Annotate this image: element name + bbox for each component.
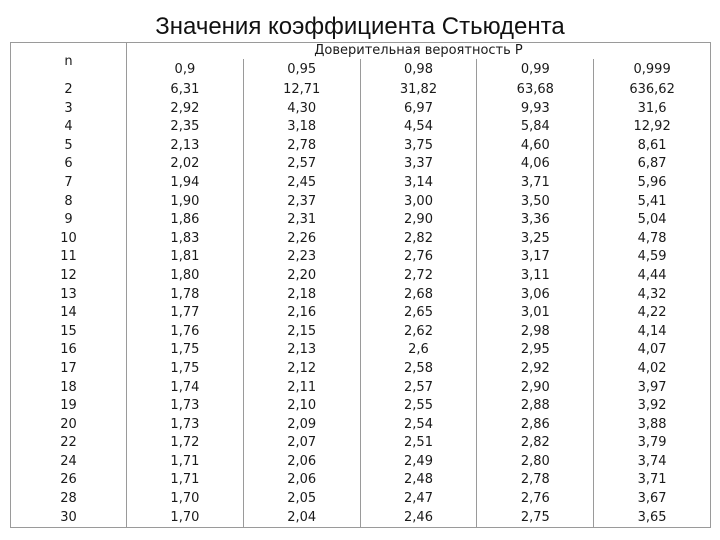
n-cell: 20 bbox=[11, 416, 127, 435]
table-row bbox=[11, 118, 711, 137]
coefficient-cell: 2,18 bbox=[243, 286, 360, 305]
coefficient-cell: 2,95 bbox=[477, 341, 594, 360]
table-row bbox=[11, 267, 711, 286]
n-cell: 19 bbox=[11, 397, 127, 416]
coefficient-cell: 1,86 bbox=[127, 211, 244, 230]
table-row bbox=[11, 100, 711, 119]
table-row bbox=[11, 81, 711, 100]
coefficient-cell: 2,90 bbox=[360, 211, 477, 230]
probability-header-cell: 0,98 bbox=[360, 59, 477, 81]
table-row bbox=[11, 211, 711, 230]
coefficient-cell: 1,77 bbox=[127, 304, 244, 323]
coefficient-cell: 3,14 bbox=[360, 174, 477, 193]
coefficient-cell: 3,36 bbox=[477, 211, 594, 230]
coefficient-cell: 2,55 bbox=[360, 397, 477, 416]
coefficient-cell: 2,58 bbox=[360, 360, 477, 379]
coefficient-cell: 2,12 bbox=[243, 360, 360, 379]
table-row bbox=[11, 155, 711, 174]
n-cell: 8 bbox=[11, 193, 127, 212]
coefficient-cell: 2,20 bbox=[243, 267, 360, 286]
coefficient-cell: 63,68 bbox=[477, 81, 594, 100]
coefficient-cell: 2,48 bbox=[360, 471, 477, 490]
coefficient-cell: 1,73 bbox=[127, 416, 244, 435]
coefficient-cell: 2,51 bbox=[360, 434, 477, 453]
coefficient-cell: 2,78 bbox=[243, 137, 360, 156]
table-row bbox=[11, 304, 711, 323]
coefficient-cell: 3,17 bbox=[477, 248, 594, 267]
coefficient-cell: 2,46 bbox=[360, 509, 477, 528]
coefficient-cell: 1,83 bbox=[127, 230, 244, 249]
coefficient-cell: 3,97 bbox=[594, 379, 711, 398]
n-cell: 18 bbox=[11, 379, 127, 398]
coefficient-cell: 1,73 bbox=[127, 397, 244, 416]
coefficient-cell: 2,86 bbox=[477, 416, 594, 435]
coefficient-cell: 2,13 bbox=[243, 341, 360, 360]
n-cell: 6 bbox=[11, 155, 127, 174]
coefficient-cell: 2,31 bbox=[243, 211, 360, 230]
table-row bbox=[11, 397, 711, 416]
coefficient-cell: 8,61 bbox=[594, 137, 711, 156]
coefficient-cell: 2,35 bbox=[127, 118, 244, 137]
coefficient-cell: 2,05 bbox=[243, 490, 360, 509]
table-row bbox=[11, 137, 711, 156]
coefficient-cell: 31,6 bbox=[594, 100, 711, 119]
probability-header: Доверительная вероятность P bbox=[127, 43, 711, 60]
coefficient-cell: 12,71 bbox=[243, 81, 360, 100]
coefficient-cell: 2,88 bbox=[477, 397, 594, 416]
coefficient-cell: 2,68 bbox=[360, 286, 477, 305]
coefficient-cell: 2,57 bbox=[243, 155, 360, 174]
coefficient-cell: 2,62 bbox=[360, 323, 477, 342]
coefficient-cell: 3,11 bbox=[477, 267, 594, 286]
n-cell: 2 bbox=[11, 81, 127, 100]
coefficient-cell: 2,49 bbox=[360, 453, 477, 472]
coefficient-cell: 4,06 bbox=[477, 155, 594, 174]
coefficient-cell: 31,82 bbox=[360, 81, 477, 100]
table-row bbox=[11, 360, 711, 379]
table-row bbox=[11, 174, 711, 193]
table-row bbox=[11, 286, 711, 305]
coefficient-cell: 2,80 bbox=[477, 453, 594, 472]
n-cell: 17 bbox=[11, 360, 127, 379]
coefficient-cell: 2,78 bbox=[477, 471, 594, 490]
coefficient-cell: 2,47 bbox=[360, 490, 477, 509]
table-row bbox=[11, 471, 711, 490]
n-cell: 14 bbox=[11, 304, 127, 323]
coefficient-cell: 2,90 bbox=[477, 379, 594, 398]
table-row bbox=[11, 434, 711, 453]
coefficient-cell: 2,75 bbox=[477, 509, 594, 528]
coefficient-cell: 3,00 bbox=[360, 193, 477, 212]
table-row bbox=[11, 379, 711, 398]
coefficient-cell: 5,84 bbox=[477, 118, 594, 137]
coefficient-cell: 3,79 bbox=[594, 434, 711, 453]
probability-header-cell: 0,9 bbox=[127, 59, 244, 81]
n-cell: 26 bbox=[11, 471, 127, 490]
coefficient-cell: 2,54 bbox=[360, 416, 477, 435]
student-coefficient-table bbox=[10, 42, 711, 528]
n-cell: 4 bbox=[11, 118, 127, 137]
coefficient-cell: 2,13 bbox=[127, 137, 244, 156]
coefficient-cell: 1,74 bbox=[127, 379, 244, 398]
coefficient-cell: 2,10 bbox=[243, 397, 360, 416]
table-row bbox=[11, 230, 711, 249]
coefficient-cell: 2,23 bbox=[243, 248, 360, 267]
coefficient-cell: 2,57 bbox=[360, 379, 477, 398]
coefficient-cell: 2,09 bbox=[243, 416, 360, 435]
coefficient-cell: 6,97 bbox=[360, 100, 477, 119]
coefficient-cell: 2,15 bbox=[243, 323, 360, 342]
coefficient-cell: 636,62 bbox=[594, 81, 711, 100]
coefficient-cell: 4,30 bbox=[243, 100, 360, 119]
coefficient-cell: 3,67 bbox=[594, 490, 711, 509]
coefficient-cell: 1,76 bbox=[127, 323, 244, 342]
n-cell: 5 bbox=[11, 137, 127, 156]
n-cell: 13 bbox=[11, 286, 127, 305]
coefficient-cell: 2,02 bbox=[127, 155, 244, 174]
coefficient-cell: 4,60 bbox=[477, 137, 594, 156]
coefficient-cell: 5,96 bbox=[594, 174, 711, 193]
table-row bbox=[11, 509, 711, 528]
n-column-header: n bbox=[11, 43, 127, 82]
coefficient-cell: 2,98 bbox=[477, 323, 594, 342]
coefficient-cell: 5,41 bbox=[594, 193, 711, 212]
coefficient-cell: 3,25 bbox=[477, 230, 594, 249]
coefficient-cell: 4,14 bbox=[594, 323, 711, 342]
coefficient-cell: 4,32 bbox=[594, 286, 711, 305]
table-row bbox=[11, 490, 711, 509]
coefficient-cell: 2,82 bbox=[477, 434, 594, 453]
coefficient-cell: 1,90 bbox=[127, 193, 244, 212]
coefficient-cell: 2,82 bbox=[360, 230, 477, 249]
page-title: Значения коэффициента Стьюдента bbox=[155, 13, 565, 40]
coefficient-cell: 3,71 bbox=[477, 174, 594, 193]
coefficient-cell: 4,78 bbox=[594, 230, 711, 249]
coefficient-cell: 1,78 bbox=[127, 286, 244, 305]
n-cell: 28 bbox=[11, 490, 127, 509]
coefficient-cell: 3,65 bbox=[594, 509, 711, 528]
n-cell: 12 bbox=[11, 267, 127, 286]
n-cell: 3 bbox=[11, 100, 127, 119]
coefficient-cell: 2,11 bbox=[243, 379, 360, 398]
coefficient-cell: 1,81 bbox=[127, 248, 244, 267]
n-cell: 9 bbox=[11, 211, 127, 230]
coefficient-cell: 2,76 bbox=[477, 490, 594, 509]
coefficient-cell: 4,22 bbox=[594, 304, 711, 323]
coefficient-cell: 1,71 bbox=[127, 471, 244, 490]
coefficient-cell: 3,06 bbox=[477, 286, 594, 305]
coefficient-cell: 1,71 bbox=[127, 453, 244, 472]
coefficient-cell: 2,37 bbox=[243, 193, 360, 212]
table-row bbox=[11, 453, 711, 472]
coefficient-cell: 3,37 bbox=[360, 155, 477, 174]
n-cell: 22 bbox=[11, 434, 127, 453]
n-cell: 10 bbox=[11, 230, 127, 249]
coefficient-cell: 6,87 bbox=[594, 155, 711, 174]
n-cell: 16 bbox=[11, 341, 127, 360]
coefficient-cell: 2,06 bbox=[243, 471, 360, 490]
coefficient-cell: 2,76 bbox=[360, 248, 477, 267]
coefficient-cell: 3,92 bbox=[594, 397, 711, 416]
coefficient-cell: 3,88 bbox=[594, 416, 711, 435]
probability-header-cell: 0,999 bbox=[594, 59, 711, 81]
n-cell: 7 bbox=[11, 174, 127, 193]
table-row bbox=[11, 193, 711, 212]
probability-header-cell: 0,99 bbox=[477, 59, 594, 81]
coefficient-cell: 4,59 bbox=[594, 248, 711, 267]
n-cell: 15 bbox=[11, 323, 127, 342]
n-cell: 30 bbox=[11, 509, 127, 528]
coefficient-cell: 5,04 bbox=[594, 211, 711, 230]
coefficient-cell: 2,26 bbox=[243, 230, 360, 249]
table-row bbox=[11, 323, 711, 342]
coefficient-cell: 2,04 bbox=[243, 509, 360, 528]
coefficient-cell: 3,74 bbox=[594, 453, 711, 472]
coefficient-cell: 1,75 bbox=[127, 360, 244, 379]
coefficient-cell: 2,45 bbox=[243, 174, 360, 193]
coefficient-cell: 4,02 bbox=[594, 360, 711, 379]
coefficient-cell: 2,92 bbox=[127, 100, 244, 119]
coefficient-cell: 3,75 bbox=[360, 137, 477, 156]
coefficient-cell: 3,50 bbox=[477, 193, 594, 212]
coefficient-cell: 1,70 bbox=[127, 490, 244, 509]
coefficient-cell: 2,72 bbox=[360, 267, 477, 286]
coefficient-cell: 4,44 bbox=[594, 267, 711, 286]
n-cell: 11 bbox=[11, 248, 127, 267]
coefficient-cell: 2,6 bbox=[360, 341, 477, 360]
coefficient-cell: 3,01 bbox=[477, 304, 594, 323]
table-row bbox=[11, 416, 711, 435]
coefficient-cell: 12,92 bbox=[594, 118, 711, 137]
coefficient-cell: 1,70 bbox=[127, 509, 244, 528]
n-cell: 24 bbox=[11, 453, 127, 472]
coefficient-cell: 4,54 bbox=[360, 118, 477, 137]
coefficient-cell: 2,07 bbox=[243, 434, 360, 453]
coefficient-cell: 6,31 bbox=[127, 81, 244, 100]
coefficient-cell: 1,80 bbox=[127, 267, 244, 286]
coefficient-cell: 2,16 bbox=[243, 304, 360, 323]
table-row bbox=[11, 341, 711, 360]
coefficient-cell: 2,06 bbox=[243, 453, 360, 472]
coefficient-cell: 9,93 bbox=[477, 100, 594, 119]
coefficient-cell: 2,92 bbox=[477, 360, 594, 379]
table-body bbox=[11, 81, 711, 528]
coefficient-cell: 1,72 bbox=[127, 434, 244, 453]
coefficient-cell: 1,75 bbox=[127, 341, 244, 360]
probability-header-cell: 0,95 bbox=[243, 59, 360, 81]
coefficient-cell: 3,18 bbox=[243, 118, 360, 137]
table-header-row bbox=[11, 43, 711, 60]
coefficient-cell: 1,94 bbox=[127, 174, 244, 193]
table-row bbox=[11, 248, 711, 267]
coefficient-cell: 2,65 bbox=[360, 304, 477, 323]
coefficient-cell: 4,07 bbox=[594, 341, 711, 360]
coefficient-cell: 3,71 bbox=[594, 471, 711, 490]
student-coefficient-table-container bbox=[10, 42, 710, 528]
